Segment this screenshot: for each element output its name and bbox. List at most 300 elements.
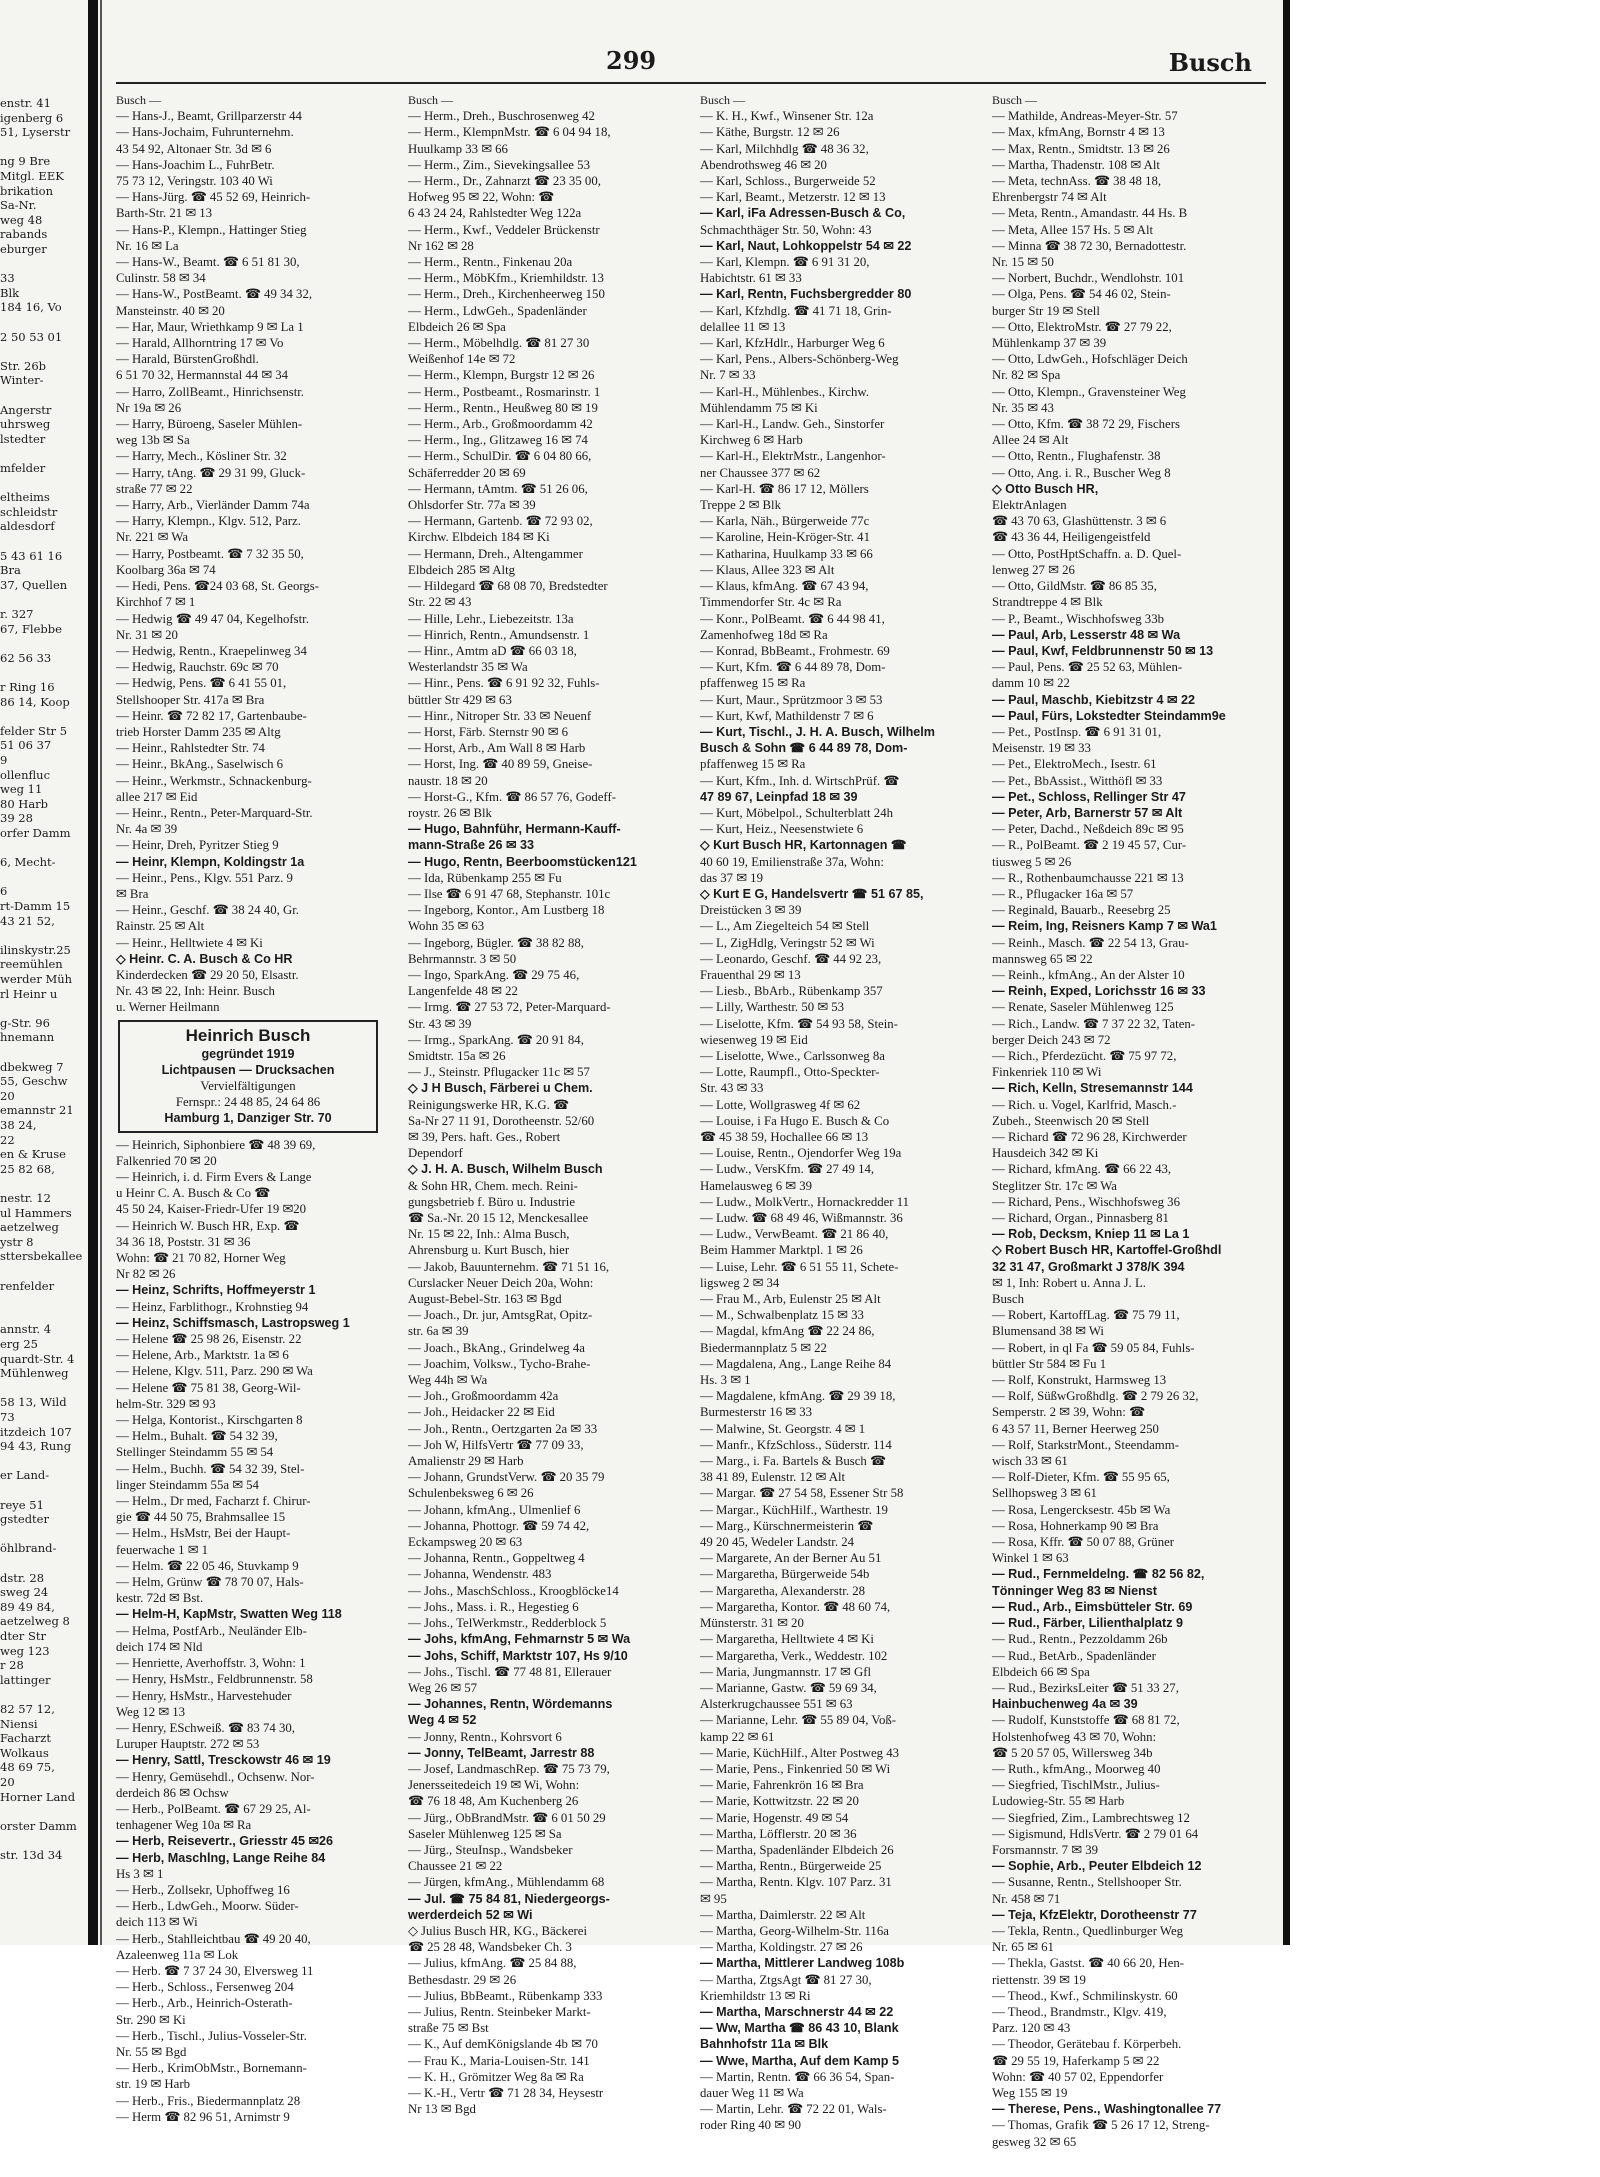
directory-entry-line: — Margaretha, Kontor. ☎ 48 60 74, bbox=[700, 1599, 891, 1614]
directory-entry-line: Abendrothsweg 46 ✉ 20 bbox=[700, 157, 827, 172]
directory-entry-line: — Herm., Rentn., Heußweg 80 ✉ 19 bbox=[408, 400, 598, 415]
directory-entry-line: — Herm., Ing., Glitzaweg 16 ✉ 74 bbox=[408, 433, 588, 448]
directory-entry-line: ◇ J. H. A. Busch, Wilhelm Busch bbox=[408, 1162, 603, 1177]
gutter-fragment: lattinger bbox=[0, 1672, 51, 1687]
directory-entry-line: Biedermannplatz 5 ✉ 22 bbox=[700, 1340, 827, 1355]
gutter-fragment: aetzelweg 8 bbox=[0, 1614, 70, 1629]
directory-entry-line: — Heinrich W. Busch HR, Exp. ☎ bbox=[116, 1218, 300, 1233]
directory-entry-line: linger Steindamm 55a ✉ 54 bbox=[116, 1477, 259, 1492]
directory-entry-line: straße 77 ✉ 22 bbox=[116, 481, 193, 496]
directory-entry-line: — Frau K., Maria-Louisen-Str. 141 bbox=[408, 2053, 590, 2068]
directory-entry-line: — Jakob, Bauunternehm. ☎ 71 51 16, bbox=[408, 1259, 610, 1274]
directory-entry-line: Stellinger Steindamm 55 ✉ 54 bbox=[116, 1445, 274, 1460]
directory-entry-line: — Herm., Zim., Sievekingsallee 53 bbox=[408, 157, 590, 172]
directory-entry-line: — Otto, Rentn., Flughafenstr. 38 bbox=[992, 449, 1161, 464]
directory-entry-line: Timmendorfer Str. 4c ✉ Ra bbox=[700, 595, 842, 610]
directory-entry-line: str. 19 ✉ Harb bbox=[116, 2077, 190, 2092]
directory-entry-line: — Karl-H., ElektrMstr., Langenhor- bbox=[700, 449, 886, 464]
directory-entry-line: Mühlendamm 75 ✉ Ki bbox=[700, 400, 818, 415]
directory-entry-line: — Hans-Jürg. ☎ 45 52 69, Heinrich- bbox=[116, 190, 311, 205]
directory-entry-line: — Pet., BbAssist., Witthöfl ✉ 33 bbox=[992, 773, 1163, 788]
directory-entry-line: — Herb., PolBeamt. ☎ 67 29 25, Al- bbox=[116, 1801, 311, 1816]
directory-entry-line: — Margarete, An der Berner Au 51 bbox=[700, 1551, 882, 1566]
directory-entry-line: — Hans-J., Beamt, Grillparzerstr 44 bbox=[116, 109, 302, 124]
directory-entry-line: deich 174 ✉ Nld bbox=[116, 1639, 203, 1654]
directory-entry-line: — Karoline, Hein-Kröger-Str. 41 bbox=[700, 530, 870, 545]
gutter-fragment: enstr. 41 bbox=[0, 96, 51, 110]
directory-entry-line: Ehrenbergstr 74 ✉ Alt bbox=[992, 190, 1107, 205]
directory-entry-line: Hs. 3 ✉ 1 bbox=[700, 1373, 751, 1388]
directory-entry-line: Allee 24 ✉ Alt bbox=[992, 433, 1069, 448]
directory-entry-line: August-Bebel-Str. 163 ✉ Bgd bbox=[408, 1292, 562, 1307]
gutter-fragment: str. 13d 34 bbox=[0, 1848, 63, 1862]
directory-entry-line: — Margaretha, Alexanderstr. 28 bbox=[700, 1583, 866, 1598]
directory-entry-line: Reinigungswerke HR, K.G. ☎ bbox=[408, 1097, 569, 1112]
directory-entry-line: — Rud., Färber, Lilienthalplatz 9 bbox=[992, 1616, 1184, 1631]
directory-entry-line: — Johs., TelWerkmstr., Redderblock 5 bbox=[408, 1616, 607, 1631]
spine-line bbox=[100, 0, 102, 1945]
directory-entry-line: — Rolf-Dieter, Kfm. ☎ 55 95 65, bbox=[992, 1470, 1170, 1485]
previous-page-edge bbox=[0, 0, 88, 1945]
directory-entry-line: — Jürg., SteuInsp., Wandsbeker bbox=[408, 1842, 573, 1857]
directory-entry-line: das 37 ✉ 19 bbox=[700, 870, 763, 885]
directory-entry-line: — Olga, Pens. ☎ 54 46 02, Stein- bbox=[992, 287, 1171, 302]
directory-entry-line: — Herm., Arb., Großmoordamm 42 bbox=[408, 417, 593, 432]
directory-entry-line: — Rudolf, Kunststoffe ☎ 68 81 72, bbox=[992, 1713, 1180, 1728]
directory-entry-line: — Rolf, Konstrukt, Harmsweg 13 bbox=[992, 1373, 1167, 1388]
directory-entry-line: Zubeh., Steenwisch 20 ✉ Stell bbox=[992, 1113, 1150, 1128]
directory-entry-line: — Max, Rentn., Smidtstr. 13 ✉ 26 bbox=[992, 141, 1170, 156]
directory-entry-line: Busch & Sohn ☎ 6 44 89 78, Dom- bbox=[700, 741, 908, 756]
directory-entry-line: feuerwache 1 ✉ 1 bbox=[116, 1542, 209, 1557]
directory-entry-line: — Pet., PostInsp. ☎ 6 91 31 01, bbox=[992, 724, 1162, 739]
column-1 bbox=[116, 92, 388, 2125]
directory-entry-line: — Karl, Naut, Lohkoppelstr 54 ✉ 22 bbox=[700, 238, 912, 253]
directory-entry-line: — Liesb., BbArb., Rübenkamp 357 bbox=[700, 984, 883, 999]
directory-entry-line: 6 51 70 32, Hermannstal 44 ✉ 34 bbox=[116, 368, 289, 383]
directory-entry-line: — Rosa, Kffr. ☎ 50 07 88, Grüner bbox=[992, 1535, 1175, 1550]
directory-entry-line: — Richard, kfmAng. ☎ 66 22 43, bbox=[992, 1162, 1172, 1177]
directory-entry-line: — Theodor, Gerätebau f. Körperbeh. bbox=[992, 2037, 1182, 2052]
directory-entry-line: — Therese, Pens., Washingtonallee 77 bbox=[992, 2102, 1222, 2117]
gutter-fragment: aetzelweg bbox=[0, 1220, 59, 1235]
column-3 bbox=[700, 92, 972, 2134]
directory-entry-line: — Herb., Zollsekr, Uphoffweg 16 bbox=[116, 1882, 290, 1897]
directory-entry-line: gie ☎ 44 50 75, Brahmsallee 15 bbox=[116, 1510, 286, 1525]
directory-entry-line: — Siegfried, TischlMstr., Julius- bbox=[992, 1778, 1160, 1793]
gutter-fragment: sweg 24 bbox=[0, 1585, 49, 1600]
directory-entry-line: — Margaretha, Verk., Weddestr. 102 bbox=[700, 1648, 888, 1663]
gutter-fragment: r. 327 bbox=[0, 607, 34, 621]
gutter-fragment: dstr. 28 bbox=[0, 1570, 45, 1585]
directory-entry-line: — Reinh, Exped, Lorichsstr 16 ✉ 33 bbox=[992, 984, 1206, 999]
gutter-fragment: Mühlenweg bbox=[0, 1366, 69, 1381]
directory-entry-line: — Har, Maur, Wriethkamp 9 ✉ La 1 bbox=[116, 319, 304, 334]
directory-entry-line: — Meta, Allee 157 Hs. 5 ✉ Alt bbox=[992, 222, 1154, 237]
gutter-fragment: ng 9 Bre bbox=[0, 154, 51, 169]
directory-entry-line: riettenstr. 39 ✉ 19 bbox=[992, 1972, 1086, 1987]
directory-entry-line: Sellhopsweg 3 ✉ 61 bbox=[992, 1486, 1097, 1501]
directory-entry-line: Langenfelde 48 ✉ 22 bbox=[408, 984, 518, 999]
directory-entry-line: — Meta, Rentn., Amandastr. 44 Hs. B bbox=[992, 206, 1188, 221]
directory-entry-line: deich 113 ✉ Wi bbox=[116, 1915, 198, 1930]
directory-entry-line: Wohn: ☎ 21 70 82, Horner Weg bbox=[116, 1251, 286, 1266]
directory-entry-line: Elbdeich 66 ✉ Spa bbox=[992, 1664, 1090, 1679]
directory-entry-line: — Marg., Kürschnermeisterin ☎ bbox=[700, 1518, 874, 1533]
directory-entry-line: burger Str 19 ✉ Stell bbox=[992, 303, 1100, 318]
directory-entry-line: — Louise, Rentn., Ojendorfer Weg 19a bbox=[700, 1146, 902, 1161]
directory-entry-line: — Klaus, kfmAng. ☎ 67 43 94, bbox=[700, 579, 869, 594]
directory-entry-line: — Peter, Dachd., Neßdeich 89c ✉ 95 bbox=[992, 822, 1184, 837]
directory-entry-line: — Joh., Großmoordamm 42a bbox=[408, 1389, 559, 1404]
gutter-fragment: itzdeich 107 bbox=[0, 1424, 72, 1439]
gutter-fragment: gstedter bbox=[0, 1512, 49, 1527]
gutter-fragment: eburger bbox=[0, 242, 47, 256]
directory-entry-line: — Herb, Maschlng, Lange Reihe 84 bbox=[116, 1850, 326, 1865]
directory-entry-line: — K., Auf demKönigslande 4b ✉ 70 bbox=[408, 2037, 598, 2052]
directory-entry-line: — Robert, in ql Fa ☎ 59 05 84, Fuhls- bbox=[992, 1340, 1195, 1355]
directory-entry-line: — Theod., Kwf., Schmilinskystr. 60 bbox=[992, 1988, 1178, 2003]
directory-entry-line: — Helene, Arb., Marktstr. 1a ✉ 6 bbox=[116, 1348, 289, 1363]
gutter-fragment: 20 bbox=[0, 1088, 15, 1103]
directory-entry-line: Kirchhof 7 ✉ 1 bbox=[116, 595, 196, 610]
directory-entry-line: — Ruth., kfmAng., Moorweg 40 bbox=[992, 1761, 1161, 1776]
directory-entry-line: Weg 12 ✉ 13 bbox=[116, 1704, 186, 1719]
directory-entry-line: — Pet., Schloss, Rellinger Str 47 bbox=[992, 789, 1186, 804]
gutter-fragment: Facharzt bbox=[0, 1731, 51, 1746]
directory-entry-line: — Johann, kfmAng., Ulmenlief 6 bbox=[408, 1502, 581, 1517]
directory-entry-line: — Helene ☎ 75 81 38, Georg-Wil- bbox=[116, 1380, 301, 1395]
ad-phone: Fernspr.: 24 48 85, 24 64 86 bbox=[175, 1095, 321, 1110]
column-header: Busch — bbox=[408, 93, 453, 107]
directory-entry-line: — Paul, Pens. ☎ 25 52 63, Mühlen- bbox=[992, 660, 1183, 675]
directory-entry-line: — Peter, Arb, Barnerstr 57 ✉ Alt bbox=[992, 805, 1183, 820]
directory-entry-line: — Helene, Klgv. 511, Parz. 290 ✉ Wa bbox=[116, 1364, 313, 1379]
directory-entry-line: — Marianne, Lehr. ☎ 55 89 04, Voß- bbox=[700, 1713, 897, 1728]
gutter-fragment: emannstr 21 bbox=[0, 1103, 74, 1118]
directory-entry-line: — Mathilde, Andreas-Meyer-Str. 57 bbox=[992, 109, 1178, 124]
directory-entry-line: — Karl, Rentn, Fuchsbergredder 80 bbox=[700, 287, 912, 302]
directory-entry-line: 49 20 45, Wedeler Landstr. 24 bbox=[700, 1535, 855, 1550]
directory-entry-line: pfaffenweg 15 ✉ Ra bbox=[700, 757, 806, 772]
directory-entry-line: — Herm., Postbeamt., Rosmarinstr. 1 bbox=[408, 384, 601, 399]
directory-entry-line: Amalienstr 29 ✉ Harb bbox=[408, 1454, 524, 1469]
directory-entry-line: Str. 43 ✉ 33 bbox=[700, 1081, 764, 1096]
directory-entry-line: — Ingo, SparkAng. ☎ 29 75 46, bbox=[408, 967, 580, 982]
directory-entry-line: Tönninger Weg 83 ✉ Nienst bbox=[992, 1583, 1157, 1598]
directory-entry-line: Nr. 31 ✉ 20 bbox=[116, 627, 178, 642]
gutter-fragment: erg 25 bbox=[0, 1337, 38, 1351]
directory-entry-line: — Rud., Rentn., Pezzoldamm 26b bbox=[992, 1632, 1168, 1647]
directory-entry-line: — Julius, kfmAng. ☎ 25 84 88, bbox=[408, 1956, 577, 1971]
directory-entry-line: — Reim, Ing, Reisners Kamp 7 ✉ Wa1 bbox=[992, 919, 1217, 934]
directory-entry-line: — Thekla, Gastst. ☎ 40 66 20, Hen- bbox=[992, 1956, 1184, 1971]
gutter-fragment: Winter- bbox=[0, 373, 44, 388]
book-spine bbox=[88, 0, 98, 1945]
column-4 bbox=[992, 92, 1264, 2150]
gutter-fragment: schleidstr bbox=[0, 504, 58, 519]
directory-entry-line: — Henry, HsMstr., Feldbrunnenstr. 58 bbox=[116, 1672, 313, 1687]
directory-entry-line: — Hermann, Gartenb. ☎ 72 93 02, bbox=[408, 514, 593, 529]
directory-entry-line: — Magdal, kfmAng ☎ 22 24 86, bbox=[700, 1324, 875, 1339]
directory-entry-line: — L., Am Ziegelteich 54 ✉ Stell bbox=[700, 919, 870, 934]
directory-entry-line: — Heinr., Werkmstr., Schnackenburg- bbox=[116, 773, 312, 788]
directory-entry-line: ner Chaussee 377 ✉ 62 bbox=[700, 465, 821, 480]
directory-entry-line: Treppe 2 ✉ Blk bbox=[700, 498, 781, 513]
directory-entry-line: Barth-Str. 21 ✉ 13 bbox=[116, 206, 213, 221]
directory-entry-line: — Karl-H. ☎ 86 17 12, Möllers bbox=[700, 481, 869, 496]
directory-entry-line: — Joh W, HilfsVertr ☎ 77 09 33, bbox=[408, 1437, 584, 1452]
directory-entry-line: Winkel 1 ✉ 63 bbox=[992, 1551, 1069, 1566]
directory-entry-line: str. 6a ✉ 39 bbox=[408, 1324, 469, 1339]
directory-entry-line: — Paul, Kwf, Feldbrunnenstr 50 ✉ 13 bbox=[992, 643, 1214, 658]
directory-entry-line: straße 75 ✉ Bst bbox=[408, 2021, 489, 2036]
directory-entry-line: — Heinr., Helltwiete 4 ✉ Ki bbox=[116, 935, 263, 950]
directory-entry-line: ✉ 39, Pers. haft. Ges., Robert bbox=[408, 1130, 561, 1144]
directory-entry-line: Nr. 43 ✉ 22, Inh: Heinr. Busch bbox=[116, 984, 275, 999]
directory-entry-line: — Helm., Buhalt. ☎ 54 32 39, bbox=[116, 1429, 278, 1444]
directory-entry-line: Weg 155 ✉ 19 bbox=[992, 2085, 1068, 2100]
directory-entry-line: pfaffenweg 15 ✉ Ra bbox=[700, 676, 806, 691]
directory-entry-line: — Wwe, Martha, Auf dem Kamp 5 bbox=[700, 2053, 899, 2068]
directory-entry-line: — M., Schwalbenplatz 15 ✉ 33 bbox=[700, 1308, 864, 1323]
gutter-fragment: felder Str 5 bbox=[0, 723, 68, 738]
directory-entry-line: tiusweg 5 ✉ 26 bbox=[992, 854, 1072, 869]
directory-entry-line: — Rich., Landw. ☎ 7 37 22 32, Taten- bbox=[992, 1016, 1196, 1031]
gutter-fragment: reye 51 bbox=[0, 1497, 44, 1512]
directory-entry-line: Hainbuchenweg 4a ✉ 39 bbox=[992, 1697, 1138, 1712]
directory-entry-line: — Herb., Stahlleichtbau ☎ 49 20 40, bbox=[116, 1931, 311, 1946]
directory-entry-line: — Henry, Gemüsehdl., Ochsenw. Nor- bbox=[116, 1769, 315, 1784]
directory-entry-line: Smidtstr. 15a ✉ 26 bbox=[408, 1048, 506, 1063]
directory-entry-line: — Marie, Kottwitzstr. 22 ✉ 20 bbox=[700, 1794, 859, 1809]
directory-entry-line: Nr 82 ✉ 26 bbox=[116, 1267, 176, 1282]
gutter-fragment: Sa-Nr. bbox=[0, 198, 37, 213]
directory-entry-line: Kirchweg 6 ✉ Harb bbox=[700, 433, 803, 448]
gutter-fragment: Mitgl. EEK bbox=[0, 169, 64, 183]
directory-entry-line: Wohn: ☎ 40 57 02, Eppendorfer bbox=[992, 2069, 1164, 2084]
gutter-fragment: aldesdorf bbox=[0, 519, 55, 534]
gutter-fragment: 184 16, Vo bbox=[0, 300, 62, 315]
directory-entry-line: — Norbert, Buchdr., Wendlohstr. 101 bbox=[992, 271, 1185, 286]
gutter-fragment: annstr. 4 bbox=[0, 1322, 52, 1337]
directory-entry-line: roder Ring 40 ✉ 90 bbox=[700, 2118, 802, 2133]
directory-entry-line: — Heinrich, Siphonbiere ☎ 48 39 69, bbox=[116, 1137, 316, 1152]
directory-entry-line: Nr 19a ✉ 26 bbox=[116, 400, 182, 415]
column-header: Busch — bbox=[700, 93, 745, 107]
directory-entry-line: — Hedwig, Pens. ☎ 6 41 55 01, bbox=[116, 676, 287, 691]
directory-entry-line: — Harry, Büroeng, Saseler Mühlen- bbox=[116, 417, 303, 432]
directory-entry-line: — Heinr., Rentn., Peter-Marquard-Str. bbox=[116, 805, 313, 820]
directory-entry-line: — Helm-H, KapMstr, Swatten Weg 118 bbox=[116, 1607, 342, 1622]
directory-entry-line: Zamenhofweg 18d ✉ Ra bbox=[700, 627, 828, 642]
directory-entry-line: — Helm, Grünw ☎ 78 70 07, Hals- bbox=[116, 1575, 304, 1590]
directory-entry-line: — Meta, technAss. ☎ 38 48 18, bbox=[992, 174, 1162, 189]
directory-entry-line: — Harry, Arb., Vierländer Damm 74a bbox=[116, 498, 310, 513]
directory-entry-line: — Rob, Decksm, Kniep 11 ✉ La 1 bbox=[992, 1227, 1190, 1242]
directory-entry-line: ◇ Kurt E G, Handelsvertr ☎ 51 67 85, bbox=[700, 886, 924, 901]
gutter-fragment: orster Damm bbox=[0, 1818, 77, 1833]
directory-entry-line: — Konrad, BbBeamt., Frohmestr. 69 bbox=[700, 643, 890, 658]
directory-entry-line: Münsterstr. 31 ✉ 20 bbox=[700, 1616, 804, 1631]
directory-entry-line: Sa-Nr 27 11 91, Dorotheenstr. 52/60 bbox=[408, 1113, 595, 1128]
directory-entry-line: — Lilly, Warthestr. 50 ✉ 53 bbox=[700, 1000, 845, 1015]
directory-entry-line: Bahnhofstr 11a ✉ Blk bbox=[700, 2037, 829, 2052]
directory-entry-line: ◇ Heinr. C. A. Busch & Co HR bbox=[116, 951, 293, 966]
directory-entry-line: — Johanna, Phottogr. ☎ 59 74 42, bbox=[408, 1518, 590, 1533]
directory-entry-line: — Sigismund, HdlsVertr. ☎ 2 79 01 64 bbox=[992, 1826, 1199, 1841]
directory-entry-line: helm-Str. 329 ✉ 93 bbox=[116, 1396, 216, 1411]
directory-entry-line: — Louise, i Fa Hugo E. Busch & Co bbox=[700, 1113, 890, 1128]
directory-entry-line: — Otto, LdwGeh., Hofschläger Deich bbox=[992, 352, 1188, 367]
directory-entry-line: Culinstr. 58 ✉ 34 bbox=[116, 271, 206, 286]
gutter-fragment: ollenfluc bbox=[0, 767, 51, 782]
directory-entry-line: — Ida, Rübenkamp 255 ✉ Fu bbox=[408, 870, 562, 885]
directory-entry-line: — Karl, KfzHdlr., Harburger Weg 6 bbox=[700, 336, 885, 351]
directory-entry-line: — Karl-H., Mühlenbes., Kirchw. bbox=[700, 384, 870, 399]
gutter-fragment: rabands bbox=[0, 227, 48, 242]
directory-entry-line: — Hildegard ☎ 68 08 70, Bredstedter bbox=[408, 579, 608, 594]
directory-entry-line: — Marg., i. Fa. Bartels & Busch ☎ bbox=[700, 1454, 886, 1469]
directory-entry-line: Elbdeich 26 ✉ Spa bbox=[408, 319, 506, 334]
directory-entry-line: — Margaretha, Bürgerweide 54b bbox=[700, 1567, 870, 1582]
directory-entry-line: — Hermann, Dreh., Altengammer bbox=[408, 546, 583, 561]
directory-entry-line: — Rud., BetArb., Spadenländer bbox=[992, 1648, 1156, 1663]
directory-entry-line: ☎ 5 20 57 05, Willersweg 34b bbox=[992, 1745, 1153, 1760]
directory-entry-line: Parz. 120 ✉ 43 bbox=[992, 2021, 1071, 2036]
directory-entry-line: — Hinr., Amtm aD ☎ 66 03 18, bbox=[408, 643, 577, 658]
directory-entry-line: Finkenriek 110 ✉ Wi bbox=[992, 1065, 1102, 1080]
gutter-fragment: 51, Lyserstr bbox=[0, 125, 71, 140]
gutter-fragment: öhlbrand- bbox=[0, 1541, 57, 1556]
directory-entry-line: Busch bbox=[992, 1292, 1024, 1307]
directory-entry-line: berger Deich 243 ✉ 72 bbox=[992, 1032, 1111, 1047]
directory-entry-line: — R., PolBeamt. ☎ 2 19 45 57, Cur- bbox=[992, 838, 1187, 853]
directory-entry-line: — Martha, Georg-Wilhelm-Str. 116a bbox=[700, 1923, 889, 1938]
directory-entry-line: — Heinr., Pens., Klgv. 551 Parz. 9 bbox=[116, 870, 293, 885]
gutter-fragment: mfelder bbox=[0, 461, 46, 475]
directory-entry-line: derdeich 86 ✉ Ochsw bbox=[116, 1785, 229, 1800]
directory-entry-line: — Thomas, Grafik ☎ 5 26 17 12, Streng- bbox=[992, 2118, 1210, 2133]
directory-entry-line: — Josef, LandmaschRep. ☎ 75 73 79, bbox=[408, 1761, 610, 1776]
directory-entry-line: — Otto, PostHptSchaffn. a. D. Quel- bbox=[992, 546, 1182, 561]
directory-entry-line: 32 31 47, Großmarkt J 378/K 394 bbox=[992, 1259, 1185, 1274]
directory-entry-line: Beim Hammer Marktpl. 1 ✉ 26 bbox=[700, 1243, 863, 1258]
directory-entry-line: — Martha, Daimlerstr. 22 ✉ Alt bbox=[700, 1907, 866, 1922]
gutter-fragment: igenberg 6 bbox=[0, 110, 64, 125]
directory-entry-line: — Heinz, Farblithogr., Krohnstieg 94 bbox=[116, 1299, 309, 1314]
directory-entry-line: u. Werner Heilmann bbox=[116, 1000, 220, 1015]
directory-entry-line: — Irmg. ☎ 27 53 72, Peter-Marquard- bbox=[408, 1000, 611, 1015]
gutter-fragment: 80 Harb bbox=[0, 796, 49, 811]
directory-entry-line: — Horst, Färb. Sternstr 90 ✉ 6 bbox=[408, 724, 569, 739]
directory-entry-line: — Johs, Schiff, Marktstr 107, Hs 9/10 bbox=[408, 1648, 628, 1663]
directory-entry-line: — Herm., KlempnMstr. ☎ 6 04 94 18, bbox=[408, 125, 611, 140]
directory-entry-line: 6 43 24 24, Rahlstedter Weg 122a bbox=[408, 206, 582, 221]
gutter-fragment: werder Müh bbox=[0, 972, 73, 986]
directory-entry-line: — Harry, Postbeamt. ☎ 7 32 35 50, bbox=[116, 546, 304, 561]
directory-entry-line: wisch 33 ✉ 61 bbox=[992, 1454, 1068, 1469]
directory-entry-line: — Karla, Näh., Bürgerweide 77c bbox=[700, 514, 870, 529]
directory-entry-line: — Herb, Reisevertr., Griesstr 45 ✉26 bbox=[116, 1834, 334, 1849]
directory-entry-line: — Irmg., SparkAng. ☎ 20 91 84, bbox=[408, 1032, 584, 1047]
directory-entry-line: — Joach., Dr. jur, AmtsgRat, Opitz- bbox=[408, 1308, 593, 1323]
directory-entry-line: — R., Rothenbaumchausse 221 ✉ 13 bbox=[992, 870, 1184, 885]
directory-entry-line: — Martha, Rentn., Bürgerweide 25 bbox=[700, 1859, 882, 1874]
directory-entry-line: Str. 43 ✉ 39 bbox=[408, 1016, 472, 1031]
directory-entry-line: Koolbarg 36a ✉ 74 bbox=[116, 562, 216, 577]
directory-entry-line: mannsweg 65 ✉ 22 bbox=[992, 951, 1093, 966]
directory-entry-line: Dreistücken 3 ✉ 39 bbox=[700, 903, 802, 918]
directory-entry-line: — Herm., LdwGeh., Spadenländer bbox=[408, 303, 587, 318]
directory-entry-line: Ahrensburg u. Kurt Busch, hier bbox=[408, 1243, 570, 1258]
directory-entry-line: — K.-H., Vertr ☎ 71 28 34, Heysestr bbox=[408, 2085, 604, 2100]
directory-entry-line: — Sophie, Arb., Peuter Elbdeich 12 bbox=[992, 1859, 1202, 1874]
directory-entry-line: — Liselotte, Kfm. ☎ 54 93 58, Stein- bbox=[700, 1016, 898, 1031]
directory-entry-line: — Joachim, Volksw., Tycho-Brahe- bbox=[408, 1356, 591, 1371]
directory-entry-line: — Jul. ☎ 75 84 81, Niedergeorgs- bbox=[408, 1891, 610, 1906]
directory-entry-line: Dependorf bbox=[408, 1146, 463, 1161]
directory-entry-line: Ludowieg-Str. 55 ✉ Harb bbox=[992, 1794, 1125, 1809]
directory-entry-line: Nr. 4a ✉ 39 bbox=[116, 822, 178, 837]
directory-entry-line: Nr. 65 ✉ 61 bbox=[992, 1940, 1054, 1955]
gutter-fragment: 58 13, Wild bbox=[0, 1395, 67, 1410]
directory-entry-line: — Klaus, Allee 323 ✉ Alt bbox=[700, 562, 835, 577]
directory-entry-line: — Johs, kfmAng, Fehmarnstr 5 ✉ Wa bbox=[408, 1632, 631, 1647]
directory-entry-line: Str. 290 ✉ Ki bbox=[116, 2012, 186, 2027]
directory-entry-line: Kriemhildstr 13 ✉ Ri bbox=[700, 1988, 811, 2003]
directory-entry-line: — Herb., LdwGeh., Moorw. Süder- bbox=[116, 1899, 299, 1914]
gutter-fragment: ystr 8 bbox=[0, 1234, 34, 1249]
directory-entry-line: Eckampsweg 20 ✉ 63 bbox=[408, 1535, 523, 1550]
directory-entry-line: — Jonny, Rentn., Kohrsvort 6 bbox=[408, 1729, 562, 1744]
directory-entry-line: — Herm., Dreh., Buschrosenweg 42 bbox=[408, 109, 595, 124]
directory-entry-line: ☎ 45 38 59, Hochallee 66 ✉ 13 bbox=[700, 1130, 869, 1144]
directory-entry-line: — Kurt, Tischl., J. H. A. Busch, Wilhelm bbox=[700, 724, 936, 739]
gutter-fragment: 38 24, bbox=[0, 1118, 37, 1132]
directory-entry-line: kamp 22 ✉ 61 bbox=[700, 1729, 775, 1744]
directory-entry-line: — Johannes, Rentn, Wördemanns bbox=[408, 1697, 613, 1712]
directory-entry-line: Mansteinstr. 40 ✉ 20 bbox=[116, 303, 225, 318]
directory-entry-line: — Martin, Rentn. ☎ 66 36 54, Span- bbox=[700, 2069, 895, 2084]
directory-entry-line: Blumensand 38 ✉ Wi bbox=[992, 1324, 1104, 1339]
directory-entry-line: — Rich. u. Vogel, Karlfrid, Masch.- bbox=[992, 1097, 1177, 1112]
directory-entry-line: — Johs., Mass. i. R., Hegestieg 6 bbox=[408, 1599, 579, 1614]
directory-entry-line: — Herm., Klempn, Burgstr 12 ✉ 26 bbox=[408, 368, 595, 383]
advertisement-box bbox=[118, 1020, 378, 1133]
gutter-fragment: Horner Land bbox=[0, 1789, 76, 1804]
directory-entry-line: Nr 13 ✉ Bgd bbox=[408, 2102, 476, 2117]
directory-entry-line: — Karl, Beamt., Metzerstr. 12 ✉ 13 bbox=[700, 190, 886, 205]
directory-entry-line: — Marie, KüchHilf., Alter Postweg 43 bbox=[700, 1745, 900, 1760]
directory-entry-line: — Rich, Kelln, Stresemannstr 144 bbox=[992, 1081, 1193, 1096]
directory-entry-line: Nr. 82 ✉ Spa bbox=[992, 368, 1061, 383]
gutter-fragment: 94 43, Rung bbox=[0, 1439, 72, 1454]
directory-entry-line: — Martha, Thadenstr. 108 ✉ Alt bbox=[992, 157, 1160, 172]
directory-entry-line: Holstenhofweg 43 ✉ 70, Wohn: bbox=[992, 1729, 1157, 1744]
directory-entry-line: — Hermann, tAmtm. ☎ 51 26 06, bbox=[408, 481, 588, 496]
directory-entry-line: — Rolf, StarkstrMont., Steendamm- bbox=[992, 1437, 1179, 1452]
gutter-fragment: nestr. 12 bbox=[0, 1191, 51, 1205]
directory-entry-line: — Hedwig ☎ 49 47 04, Kegelhofstr. bbox=[116, 611, 309, 626]
directory-entry-line: — Karl, Klempn. ☎ 6 91 31 20, bbox=[700, 255, 870, 270]
column-header: Busch — bbox=[992, 93, 1037, 107]
directory-entry-line: — Karl, Pens., Albers-Schönberg-Weg bbox=[700, 352, 899, 367]
gutter-fragment: rl Heinr u bbox=[0, 986, 58, 1001]
gutter-fragment: sttersbekallee bbox=[0, 1249, 83, 1264]
directory-entry-line: — Heinr., Rahlstedter Str. 74 bbox=[116, 741, 265, 756]
gutter-fragment: ilinskystr.25 bbox=[0, 942, 71, 957]
